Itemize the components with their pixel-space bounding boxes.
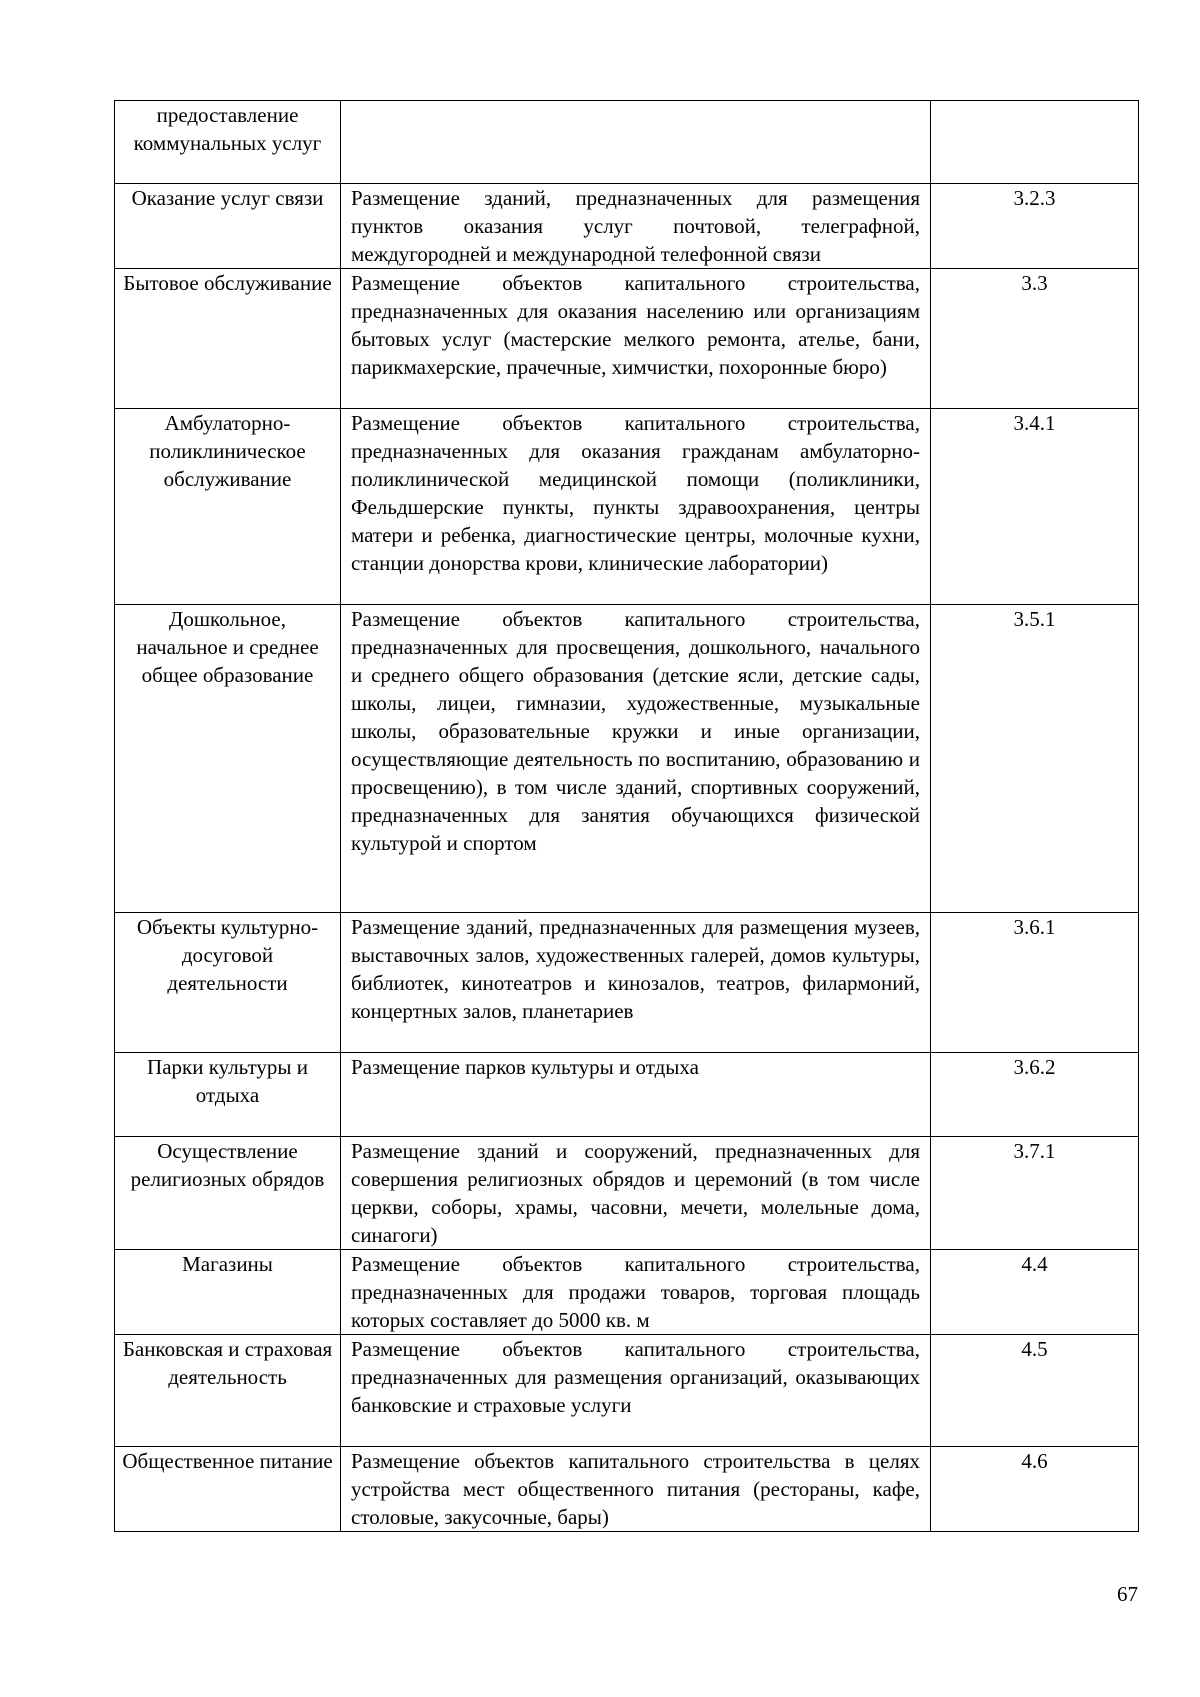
use-type-description: Размещение зданий, предназначенных для размещения музеев, выставочных залов, художественных галерей, домов культуры, библиотек, кинотеатров и кинозалов, театров, филармоний, концертных залов, планетариев xyxy=(341,913,931,1053)
table-row xyxy=(115,1447,1139,1532)
use-type-description: Размещение объектов капитального строительства, предназначенных для продажи товаров, торговая площадь которых составляет до 5000 кв. м xyxy=(341,1250,931,1335)
table-row xyxy=(115,1250,1139,1335)
use-type-description: Размещение парков культуры и отдыха xyxy=(341,1053,931,1137)
use-type-name: Бытовое обслуживание xyxy=(115,269,341,409)
table-row xyxy=(115,1053,1139,1137)
use-type-code: 4.6 xyxy=(931,1447,1139,1532)
use-type-name: Магазины xyxy=(115,1250,341,1335)
use-type-description: Размещение зданий, предназначенных для размещения пунктов оказания услуг почтовой, телеграфной, междугородней и международной телефонной связи xyxy=(341,184,931,269)
use-type-code xyxy=(931,101,1139,184)
use-type-description: Размещение объектов капитального строительства, предназначенных для просвещения, дошкольного, начального и среднего общего образования (детские ясли, детские сады, школы, лицеи, гимназии, художественные, музыкальные школы, образовательные кружки и иные организации, осуществляющие деятельность по воспитанию, образованию и просвещению), в том числе зданий, спортивных сооружений, предназначенных для занятия обучающихся физической культурой и спортом xyxy=(341,605,931,913)
use-type-name: Осуществление религиозных обрядов xyxy=(115,1137,341,1250)
page-number: 67 xyxy=(1117,1582,1138,1606)
table-row xyxy=(115,409,1139,605)
table-row xyxy=(115,1137,1139,1250)
table-row xyxy=(115,1335,1139,1447)
use-type-name: Объекты культурно-досуговой деятельности xyxy=(115,913,341,1053)
use-type-name: Амбулаторно-поликлиническое обслуживание xyxy=(115,409,341,605)
use-type-name: Парки культуры и отдыха xyxy=(115,1053,341,1137)
use-type-name: Банковская и страховая деятельность xyxy=(115,1335,341,1447)
use-type-code: 3.6.2 xyxy=(931,1053,1139,1137)
use-type-code: 3.7.1 xyxy=(931,1137,1139,1250)
use-type-code: 3.4.1 xyxy=(931,409,1139,605)
use-type-description: Размещение объектов капитального строительства, предназначенных для размещения организаций, оказывающих банковские и страховые услуги xyxy=(341,1335,931,1447)
table-row xyxy=(115,184,1139,269)
use-type-description: Размещение объектов капитального строительства в целях устройства мест общественного питания (рестораны, кафе, столовые, закусочные, бары) xyxy=(341,1447,931,1532)
use-type-description: Размещение объектов капитального строительства, предназначенных для оказания гражданам амбулаторно-поликлинической медицинской помощи (поликлиники, Фельдшерские пункты, пункты здравоохранения, центры матери и ребенка, диагностические центры, молочные кухни, станции донорства крови, клинические лаборатории) xyxy=(341,409,931,605)
use-type-code: 3.6.1 xyxy=(931,913,1139,1053)
land-use-table xyxy=(114,100,1139,1532)
table-row xyxy=(115,269,1139,409)
use-type-code: 3.2.3 xyxy=(931,184,1139,269)
use-type-code: 4.5 xyxy=(931,1335,1139,1447)
use-type-code: 3.5.1 xyxy=(931,605,1139,913)
use-type-description xyxy=(341,101,931,184)
use-type-code: 4.4 xyxy=(931,1250,1139,1335)
table-row xyxy=(115,605,1139,913)
use-type-name: Дошкольное, начальное и среднее общее образование xyxy=(115,605,341,913)
table-row xyxy=(115,913,1139,1053)
use-type-name: Общественное питание xyxy=(115,1447,341,1532)
use-type-name: Оказание услуг связи xyxy=(115,184,341,269)
use-type-name: предоставление коммунальных услуг xyxy=(115,101,341,184)
use-type-code: 3.3 xyxy=(931,269,1139,409)
use-type-description: Размещение зданий и сооружений, предназначенных для совершения религиозных обрядов и церемоний (в том числе церкви, соборы, храмы, часовни, мечети, молельные дома, синагоги) xyxy=(341,1137,931,1250)
use-type-description: Размещение объектов капитального строительства, предназначенных для оказания населению или организациям бытовых услуг (мастерские мелкого ремонта, ателье, бани, парикмахерские, прачечные, химчистки, похоронные бюро) xyxy=(341,269,931,409)
table-row xyxy=(115,101,1139,184)
